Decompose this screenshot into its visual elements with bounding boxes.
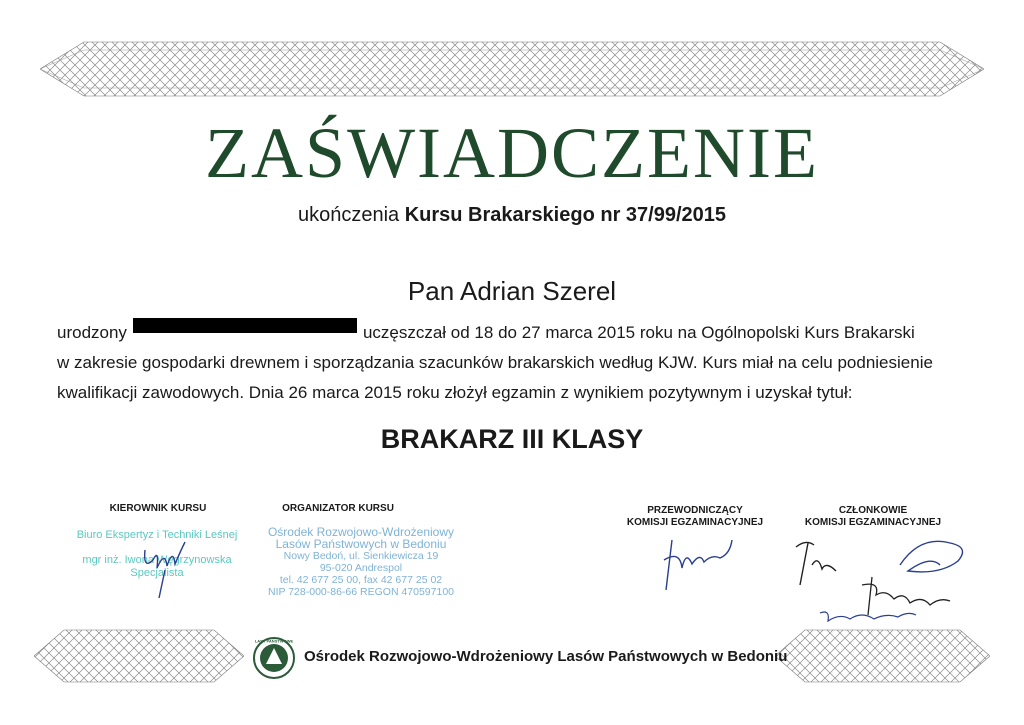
organizator-stamp-line6: NIP 728-000-86-66 REGON 470597100	[267, 586, 454, 598]
organizator-label: ORGANIZATOR KURSU	[282, 503, 394, 514]
degree-title: BRAKARZ III KLASY	[380, 424, 644, 454]
kierownik-stamp-line3: Specjalista	[130, 567, 184, 579]
organizator-stamp	[252, 526, 470, 598]
born-label: urodzony	[57, 323, 127, 342]
course-name: Kursu Brakarskiego nr 37/99/2015	[404, 204, 727, 226]
czlonkowie-signatures	[790, 525, 980, 635]
kierownik-stamp-line1: Biuro Ekspertyz i Techniki Leśnej	[76, 529, 238, 541]
czlonkowie-label-line2: KOMISJI EGZAMINACYJNEJ	[804, 517, 942, 528]
body-line-3: kwalifikacji zawodowych. Dnia 26 marca 2015 roku złożył egzamin z wynikiem pozytywnym i uzyskał tytuł:	[57, 383, 853, 402]
redacted-birthdate	[133, 318, 357, 333]
recipient-name: Pan Adrian Szerel	[407, 276, 617, 306]
przewodniczacy-signature	[660, 530, 740, 600]
body-line-2: w zakresie gospodarki drewnem i sporządzania szacunków brakarskich według KJW. Kurs miał na celu podniesienie	[57, 353, 933, 372]
organizator-stamp-line1: Ośrodek Rozwojowo-Wdrożeniowy	[267, 525, 455, 539]
organizator-stamp-line3: Nowy Bedoń, ul. Sienkiewicza 19	[283, 550, 439, 562]
organizator-stamp-line2: Lasów Państwowych w Bedoniu	[275, 537, 447, 551]
subtitle	[0, 204, 1024, 227]
kierownik-stamp-line2: mgr inż. Iwona Węgrzynowska	[82, 554, 232, 566]
document-title: ZAŚWIADCZENIE	[205, 113, 819, 193]
lasy-panstwowe-logo	[252, 636, 296, 680]
kierownik-signature	[135, 520, 195, 600]
footer-institution: Ośrodek Rozwojowo-Wdrożeniowy Lasów Państwowych w Bedoniu	[304, 648, 788, 665]
logo-text: LASY PAŃSTWOWE	[254, 638, 294, 644]
przewodniczacy-label-line1: PRZEWODNICZĄCY	[647, 505, 743, 516]
czlonkowie-label-line1: CZŁONKOWIE	[838, 505, 908, 516]
certificate-body	[57, 318, 970, 408]
kierownik-label: KIEROWNIK KURSU	[109, 503, 207, 514]
top-guilloche-band	[40, 40, 984, 98]
przewodniczacy-label-line2: KOMISJI EGZAMINACYJNEJ	[626, 517, 764, 528]
organizator-stamp-line5: tel. 42 677 25 00, fax 42 677 25 02	[279, 574, 443, 586]
body-line-1-text: uczęszczał od 18 do 27 marca 2015 roku na Ogólnopolski Kurs Brakarski	[362, 323, 915, 342]
organizator-stamp-line4: 95-020 Andrespol	[319, 562, 403, 574]
przewodniczacy-label	[620, 505, 770, 529]
bottom-right-guilloche-band	[775, 628, 990, 684]
subtitle-prefix: ukończenia	[297, 204, 400, 226]
body-line-1	[57, 318, 970, 348]
bottom-left-guilloche-band	[34, 628, 244, 684]
